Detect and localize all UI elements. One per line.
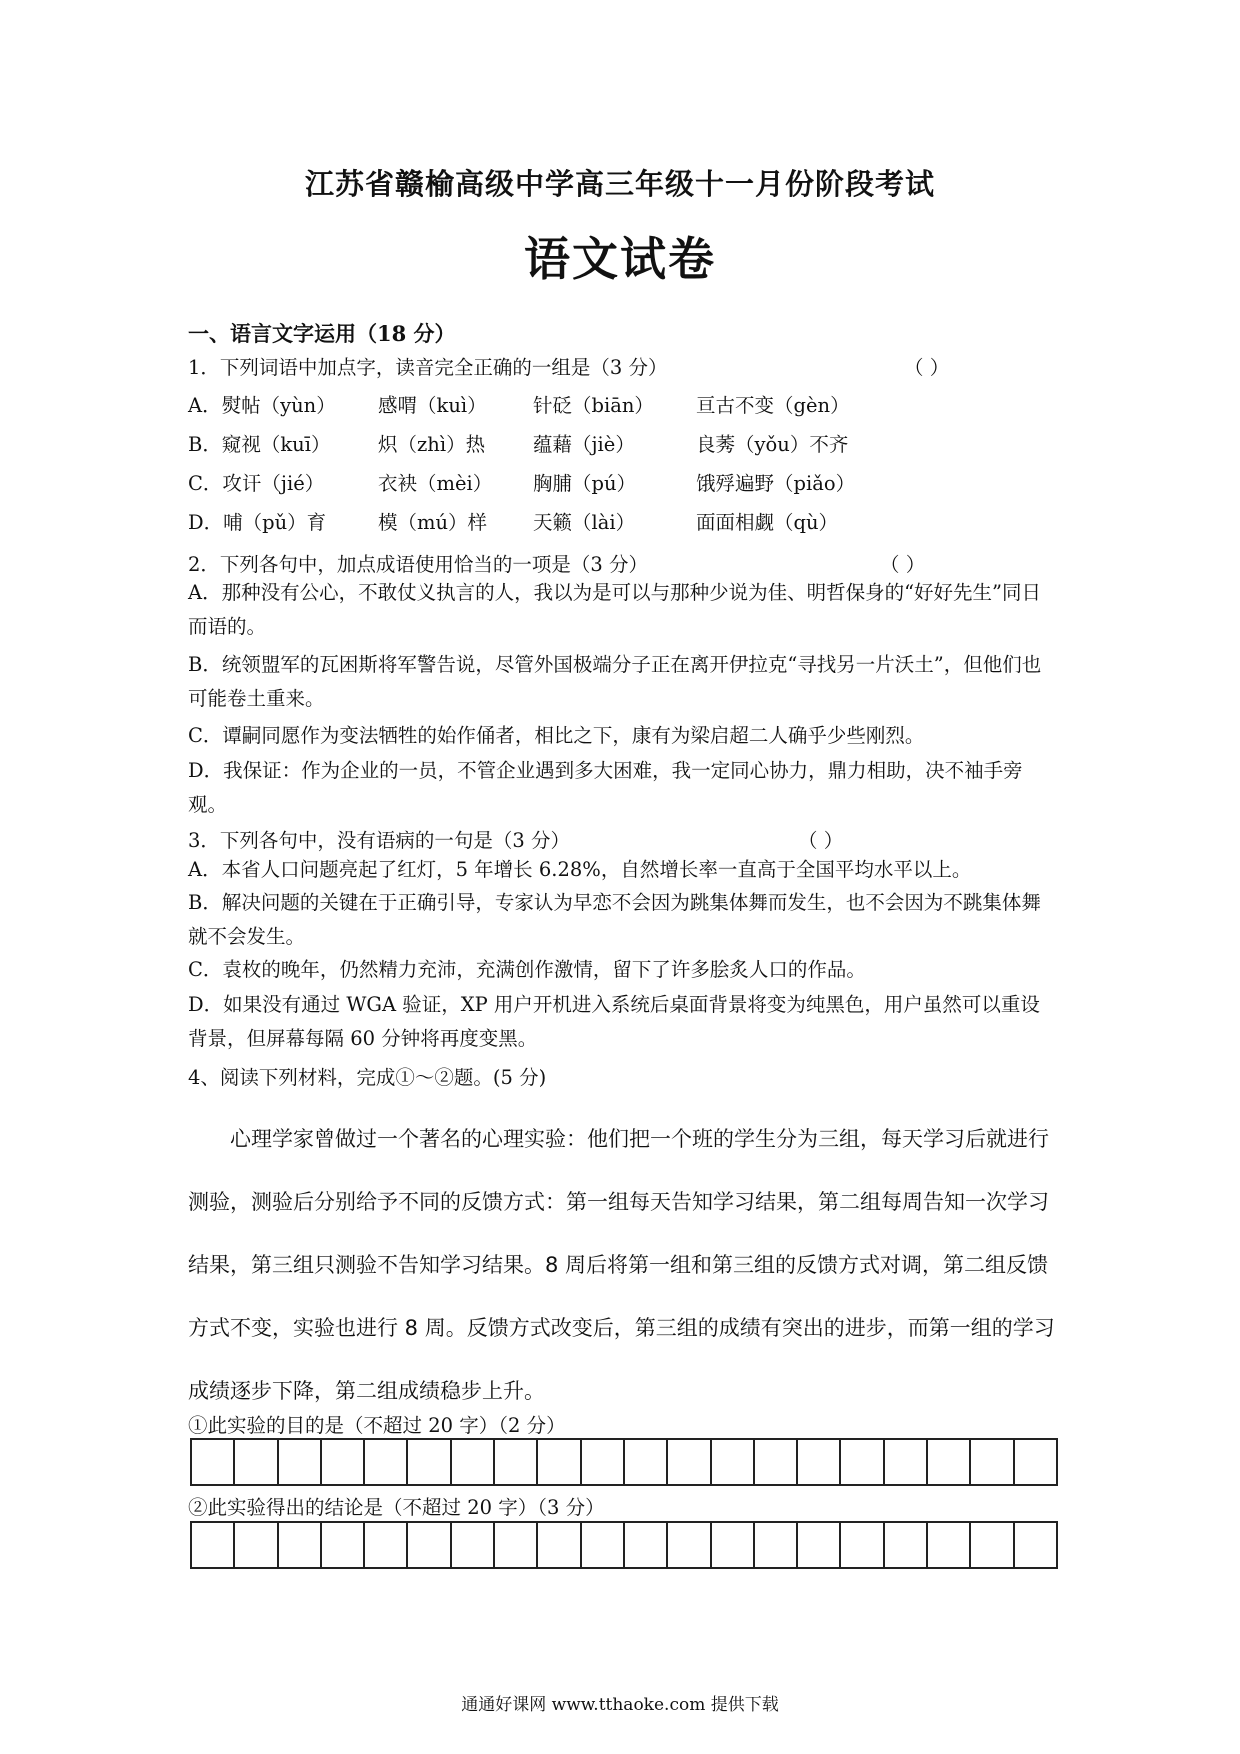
answer-cell[interactable] xyxy=(841,1440,884,1486)
answer-cell[interactable] xyxy=(192,1440,235,1486)
q1-option-d3: 天籁（lài） xyxy=(533,511,636,534)
answer-cell[interactable] xyxy=(235,1440,278,1486)
answer-cell[interactable] xyxy=(538,1440,581,1486)
page-footer: 通通好课网 www.tthaoke.com 提供下载 xyxy=(461,1695,779,1715)
answer-cell[interactable] xyxy=(365,1523,408,1569)
q1-option-b2: 炽（zhì）热 xyxy=(378,433,486,456)
q3-option-b: B．解决问题的关键在于正确引导，专家认为早恋不会因为跳集体舞而发生，也不会因为不跳集体舞就不会发生。 xyxy=(188,891,1041,948)
q2-option-c: C．谭嗣同愿作为变法牺牲的始作俑者，相比之下，康有为梁启超二人确乎少些刚烈。 xyxy=(188,724,925,747)
q1-option-c4: 饿殍遍野（piǎo） xyxy=(696,472,856,495)
answer-cell[interactable] xyxy=(668,1523,711,1569)
q1-option-b1: B．窥视（kuī） xyxy=(188,433,331,456)
q4-reading-material: 心理学家曾做过一个著名的心理实验：他们把一个班的学生分为三组，每天学习后就进行测验，测验后分别给予不同的反馈方式：第一组每天告知学习结果，第二组每周告知一次学习结果，第三组只测验不告知学习结果。8 周后将第一组和第三组的反馈方式对调，第二组反馈方式不变，实验也进行 8 周。反馈方式改变后，第三组的成绩有突出的进步，而第一组的学习成绩逐步下降，第二组成绩稳步上升。 xyxy=(188,1127,1055,1403)
answer-cell[interactable] xyxy=(322,1440,365,1486)
q4-subquestion-2: ②此实验得出的结论是（不超过 20 字）（3 分） xyxy=(188,1496,605,1519)
q3-answer-paren: （ ） xyxy=(798,829,844,852)
answer-cell[interactable] xyxy=(928,1440,971,1486)
answer-cell[interactable] xyxy=(885,1440,928,1486)
q1-option-b3: 蕴藉（jiè） xyxy=(533,433,635,456)
exam-subtitle: 江苏省赣榆高级中学高三年级十一月份阶段考试 xyxy=(304,167,935,201)
answer-grid-1[interactable] xyxy=(190,1438,1058,1486)
q4-stem: 4、阅读下列材料，完成①～②题。(5 分) xyxy=(188,1066,547,1089)
answer-cell[interactable] xyxy=(668,1440,711,1486)
answer-cell[interactable] xyxy=(538,1523,581,1569)
q1-answer-paren: （ ） xyxy=(904,356,950,379)
answer-cell[interactable] xyxy=(928,1523,971,1569)
answer-cell[interactable] xyxy=(712,1440,755,1486)
answer-cell[interactable] xyxy=(971,1523,1014,1569)
q2-option-b: B．统领盟军的瓦困斯将军警告说，尽管外国极端分子正在离开伊拉克“寻找另一片沃土”，但他们也可能卷土重来。 xyxy=(188,653,1042,710)
answer-cell[interactable] xyxy=(841,1523,884,1569)
q2-option-d: D．我保证：作为企业的一员，不管企业遇到多大困难，我一定同心协力，鼎力相助，决不袖手旁观。 xyxy=(188,759,1023,816)
exam-title: 语文试卷 xyxy=(524,232,716,286)
answer-cell[interactable] xyxy=(408,1440,451,1486)
q3-option-d: D．如果没有通过 WGA 验证，XP 用户开机进入系统后桌面背景将变为纯黑色，用户虽然可以重设背景，但屏幕每隔 60 分钟将再度变黑。 xyxy=(188,993,1040,1050)
answer-cell[interactable] xyxy=(365,1440,408,1486)
answer-cell[interactable] xyxy=(1015,1523,1058,1569)
section-heading: 一、语言文字运用（18 分） xyxy=(188,321,456,346)
answer-cell[interactable] xyxy=(279,1440,322,1486)
answer-cell[interactable] xyxy=(235,1523,278,1569)
answer-cell[interactable] xyxy=(712,1523,755,1569)
answer-cell[interactable] xyxy=(279,1523,322,1569)
answer-cell[interactable] xyxy=(625,1440,668,1486)
answer-cell[interactable] xyxy=(452,1523,495,1569)
q1-option-a2: 感喟（kuì） xyxy=(378,394,487,417)
q2-option-a: A．那种没有公心，不敢仗义执言的人，我以为是可以与那种少说为佳、明哲保身的“好好先生”同日而语的。 xyxy=(188,581,1042,638)
q1-option-b4: 良莠（yǒu）不齐 xyxy=(696,433,849,456)
q1-option-c3: 胸脯（pú） xyxy=(533,472,637,495)
answer-cell[interactable] xyxy=(755,1523,798,1569)
answer-cell[interactable] xyxy=(495,1523,538,1569)
q2-answer-paren: （ ） xyxy=(880,553,926,576)
answer-cell[interactable] xyxy=(798,1523,841,1569)
answer-cell[interactable] xyxy=(885,1523,928,1569)
q3-option-a: A．本省人口问题亮起了红灯，5 年增长 6.28%，自然增长率一直高于全国平均水平以上。 xyxy=(188,858,972,881)
q1-option-d1: D．哺（pǔ）育 xyxy=(188,511,327,534)
q1-option-a3: 针砭（biān） xyxy=(533,394,654,417)
answer-cell[interactable] xyxy=(495,1440,538,1486)
answer-cell[interactable] xyxy=(625,1523,668,1569)
answer-cell[interactable] xyxy=(971,1440,1014,1486)
q1-option-d4: 面面相觑（qù） xyxy=(696,511,839,534)
q1-stem: 1．下列词语中加点字，读音完全正确的一组是（3 分） xyxy=(188,356,668,379)
answer-cell[interactable] xyxy=(582,1523,625,1569)
q1-option-d2: 模（mú）样 xyxy=(378,511,488,534)
q3-option-c: C．袁枚的晚年，仍然精力充沛，充满创作激情，留下了许多脍炙人口的作品。 xyxy=(188,958,866,981)
q1-option-a1: A．熨帖（yùn） xyxy=(188,394,336,417)
q1-option-c2: 衣袂（mèi） xyxy=(378,472,493,495)
answer-grid-2[interactable] xyxy=(190,1521,1058,1569)
answer-cell[interactable] xyxy=(582,1440,625,1486)
answer-cell[interactable] xyxy=(408,1523,451,1569)
answer-cell[interactable] xyxy=(322,1523,365,1569)
q1-option-c1: C．攻讦（jié） xyxy=(188,472,325,495)
q2-stem: 2．下列各句中，加点成语使用恰当的一项是（3 分） xyxy=(188,553,649,576)
q1-option-a4: 亘古不变（gèn） xyxy=(696,394,850,417)
answer-cell[interactable] xyxy=(452,1440,495,1486)
answer-cell[interactable] xyxy=(798,1440,841,1486)
answer-cell[interactable] xyxy=(1015,1440,1058,1486)
answer-cell[interactable] xyxy=(755,1440,798,1486)
q4-subquestion-1: ①此实验的目的是（不超过 20 字）（2 分） xyxy=(188,1414,566,1437)
q3-stem: 3．下列各句中，没有语病的一句是（3 分） xyxy=(188,829,571,852)
answer-cell[interactable] xyxy=(192,1523,235,1569)
